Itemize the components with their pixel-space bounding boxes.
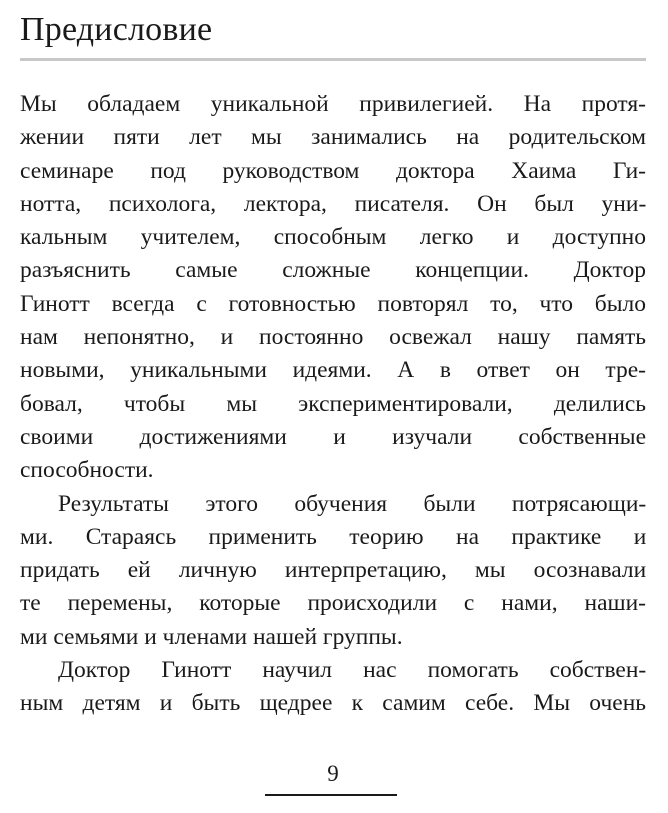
paragraph-1 (20, 88, 646, 488)
text-line: ми семьями и членами нашей группы. (20, 623, 403, 650)
body-text (20, 88, 646, 721)
text-line: разъяснить самые сложные концепции. Доктор (20, 257, 646, 284)
paragraph-2 (20, 488, 646, 654)
text-line: кальным учителем, способным легко и доступно (20, 224, 646, 251)
text-line: жении пяти лет мы занимались на родительском (20, 124, 646, 151)
text-line: новыми, уникальными идеями. А в ответ он тре- (20, 357, 646, 384)
text-line: нам непонятно, и постоянно освежал нашу память (20, 324, 646, 351)
text-line: своими достижениями и изучали собственные (20, 423, 647, 450)
text-line: придать ей личную интерпретацию, мы осознавали (20, 557, 647, 584)
text-line: Гинотт всегда с готовностью повторял то, что было (20, 290, 646, 317)
text-line: бовал, чтобы мы экспериментировали, делились (20, 390, 646, 417)
text-line: ным детям и быть щедрее к самим себе. Мы очень (20, 690, 646, 717)
paragraph-3 (20, 654, 646, 721)
page-number: 9 (327, 761, 339, 786)
text-line: Мы обладаем уникальной привилегией. На протя- (20, 91, 646, 117)
heading-underline (20, 58, 646, 61)
book-page (20, 0, 646, 813)
text-line: те перемены, которые происходили с нами, наши- (20, 590, 646, 617)
text-line: способности. (20, 457, 154, 484)
text-line: Результаты этого обучения были потрясающи- (58, 490, 647, 517)
section-heading: Предисловие (20, 11, 213, 48)
text-line: ми. Стараясь применить теорию на практике и (20, 523, 647, 550)
page-number-underline (265, 794, 397, 796)
text-line: нотта, психолога, лектора, писателя. Он был уни- (20, 190, 647, 217)
text-line: Доктор Гинотт научил нас помогать собствен- (58, 657, 647, 684)
text-line: семинаре под руководством доктора Хаима Ги- (20, 157, 646, 184)
